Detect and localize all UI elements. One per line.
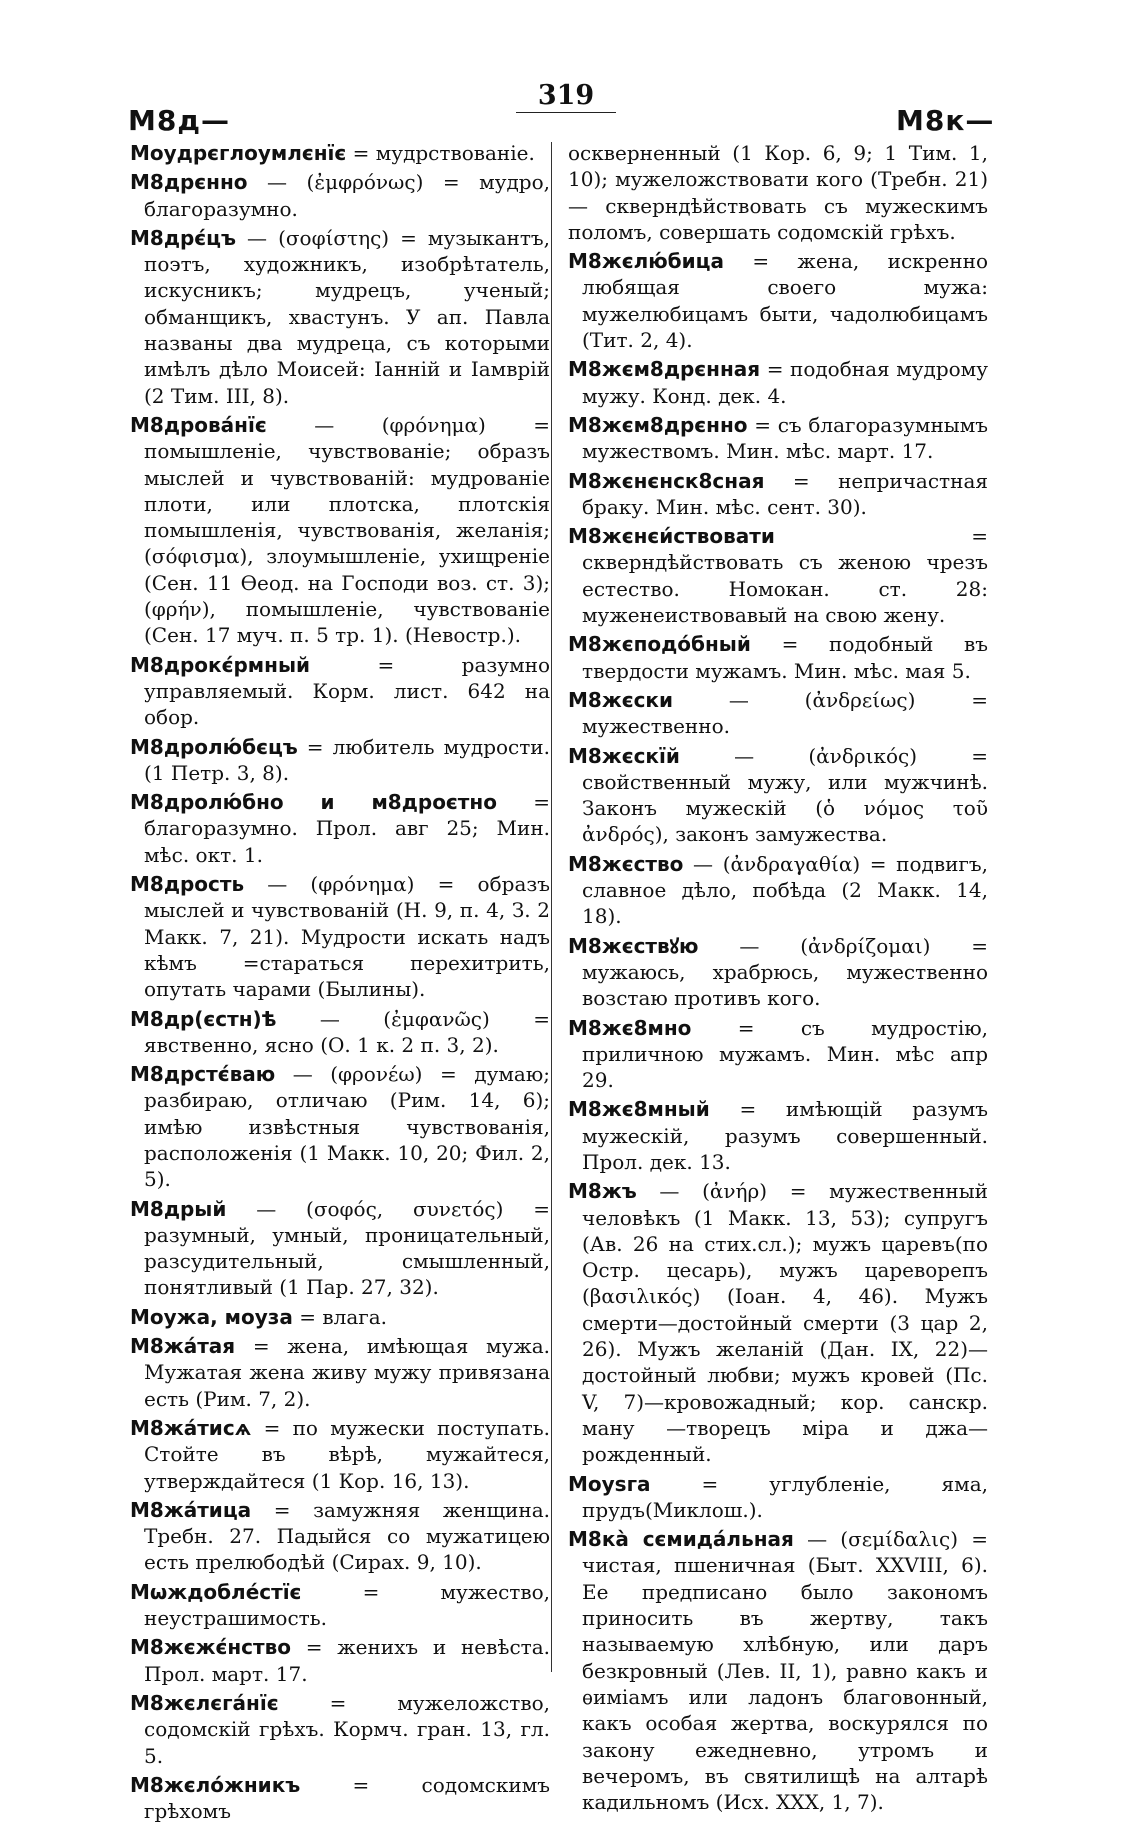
entry-definition: — (ἀνήρ) = мужественный человѣкъ (1 Макк. 13, 53); супругъ (Ав. 26 на стих.сл.); мужъ царевъ(по Остр. цесарь), мужъ цареворепъ (βασιλικός) (Іоан. 4, 46). Мужъ смерти—достойный смерти (3 цар 2, 26). Мужъ желаній (Дан. IX, 22)—достойный любви; мужъ кровей (Пс. V, 7)—кровожадный; кор. санскр. ману —творецъ міра и джа—рожденный. — [582, 1179, 988, 1467]
entry-definition: = разумно управляемый. Корм. лист. 642 на обор. — [144, 652, 550, 730]
entry-headword: М8жєм8дрєнная — [568, 357, 761, 382]
entry-definition: = жена, искренно любящая своего мужа: мужелюбицамъ быти, чадолюбицамъ (Тит. 2, 4). — [582, 249, 988, 353]
dictionary-entry — [130, 225, 550, 409]
entry-headword: Моужа, моуза — [130, 1304, 293, 1329]
dictionary-entry — [130, 1304, 550, 1330]
entry-definition: = по мужески поступать. Стойте въ вѣрѣ, мужайтеся, утверждайтеся (1 Кор. 16, 13). — [144, 1415, 550, 1493]
entry-definition: — (φρόνημα) = помышленіе, чувствованіе; образъ мыслей и чувствованій: мудрованіе плоти, или плотска, плотскія помышленія, чувствованія, желанія; (σόφισμα), злоумышленіе, ухищреніе (Сен. 11 Ѳеод. на Господи воз. ст. 3); (φρήν), помышленіе, чувствованіе (Сен. 17 муч. п. 5 тр. 1). (Невостр.). — [144, 412, 550, 648]
entry-headword: М8дрость — [130, 872, 245, 897]
entry-headword: М8дролю́бно и м8дроєтно — [130, 790, 497, 815]
entry-definition: = съ мудростію, приличною мужамъ. Мин. мѣс апр 29. — [582, 1015, 988, 1093]
dictionary-entry — [130, 1497, 550, 1576]
entry-headword: М8ка̀ сємида́льная — [568, 1527, 794, 1552]
dictionary-entry — [568, 356, 988, 409]
dictionary-entry — [568, 412, 988, 465]
entry-headword: М8жєподо́бный — [568, 632, 751, 657]
entry-definition: = замужняя женщина. Требн. 27. Падыйся со мужатицею есть прелюбодѣй (Сирах. 9, 10). — [144, 1497, 550, 1575]
entry-headword: М8дрстє́ваю — [130, 1062, 276, 1087]
entry-headword: М8жа́тая — [130, 1334, 236, 1359]
entry-definition: = мудрствованіе. — [346, 141, 535, 165]
dictionary-entry — [568, 631, 988, 684]
dictionary-entry — [568, 468, 988, 521]
entry-headword: М8жєлю́бица — [568, 249, 724, 274]
entry-definition: — (ἐμφανῶς) = явственно, ясно (О. 1 к. 2 п. 3, 2). — [144, 1006, 550, 1057]
dictionary-entry — [130, 652, 550, 731]
running-head-right: М8к— — [896, 104, 995, 137]
dictionary-entry — [568, 1015, 988, 1094]
entry-headword: Моуѕга — [568, 1471, 651, 1496]
entry-definition: — (σεμίδαλις) = чистая, пшеничная (Быт. XXVIII, 6). Ее предписано было закономъ приносить въ жертву, такъ называемую хлѣбную, или даръ безкровный (Лев. II, 1), равно какъ и ѳиміамъ или ладонъ благовонный, какъ особая жертва, воскурялся по закону ежедневно, утромъ и вечеромъ, въ святилищѣ на алтарѣ кадильномъ (Исх. XXX, 1, 7). — [582, 1527, 988, 1815]
entry-definition: = скверндѣйствовать съ женою чрезъ естество. Номокан. ст. 28: мужeнеиствовавый на свою жену. — [582, 524, 988, 628]
entry-headword: М8жа́тисѧ — [130, 1415, 252, 1440]
dictionary-entry — [568, 1096, 988, 1175]
entry-headword: М8жє8мный — [568, 1097, 710, 1122]
dictionary-entry — [568, 140, 988, 245]
dictionary-entry — [130, 1415, 550, 1494]
entry-headword: М8дрый — [130, 1196, 227, 1221]
entry-definition: = мужеложство, содомскій грѣхъ. Кормч. гран. 13, гл. 5. — [144, 1690, 550, 1768]
dictionary-entry — [568, 1178, 988, 1467]
dictionary-entry — [130, 1690, 550, 1769]
entry-headword: М8жєски — [568, 687, 674, 712]
entry-headword: М8жа́тица — [130, 1497, 252, 1522]
dictionary-entry — [568, 687, 988, 740]
entry-definition: = жена, имѣющая мужа. Мужатая жена живу мужу привязана есть (Рим. 7, 2). — [144, 1334, 550, 1411]
entry-definition: = благоразумно. Прол. авг 25; Мин. мѣс. окт. 1. — [144, 790, 550, 867]
entry-definition: — (σοφίστης) = музыкантъ, поэтъ, художникъ, изобрѣтатель, искусникъ; мудрецъ, ученый; обманщикъ, хвастунъ. У ап. Павла названы два мудреца, съ которыми имѣлъ дѣло Моисей: Іанній и Іамврій (2 Тим. III, 8). — [144, 225, 550, 408]
dictionary-entry — [568, 1526, 988, 1815]
entry-definition: = мужество, неустрашимость. — [144, 1579, 550, 1631]
page-number: 319 — [516, 82, 616, 113]
dictionary-entry — [130, 1196, 550, 1301]
running-head-left: М8д— — [128, 104, 230, 137]
dictionary-entry — [130, 1333, 550, 1412]
entry-headword: М8дрє́цъ — [130, 225, 236, 250]
dictionary-entry — [568, 248, 988, 353]
entry-definition: = подобная мудрому мужу. Конд. дек. 4. — [582, 357, 988, 408]
entry-headword: М8жєнєи́ствовати — [568, 524, 775, 549]
entry-definition: = содомскимъ грѣхомъ — [144, 1772, 550, 1824]
entry-headword: М8жє8мно — [568, 1015, 692, 1040]
entry-definition: — (φρόνημα) = образъ мыслей и чувствованій (Н. 9, п. 4, З. 2 Макк. 7, 21). Мудрости искать надъ кѣмъ =стараться перехитрить, опутать чарами (Былины). — [144, 872, 550, 1002]
dictionary-entry — [568, 933, 988, 1012]
dictionary-entry — [130, 140, 550, 166]
entry-definition: — (σοφός, συνετός) = разумный, умный, проницательный, разсудительный, смышленный, понятливый (1 Пар. 27, 32). — [144, 1196, 550, 1300]
entry-headword: М8дрєнно — [130, 170, 248, 195]
entry-definition: = подобный въ твердости мужамъ. Мин. мѣс. мая 5. — [582, 632, 988, 683]
entry-headword: М8жєлєга́нїє — [130, 1690, 279, 1715]
entry-definition: = женихъ и невѣста. Прол. март. 17. — [144, 1635, 550, 1686]
entry-headword: Мѡждобле́стїє — [130, 1579, 302, 1604]
entry-definition: = влага. — [292, 1304, 388, 1329]
entry-headword: М8жъ — [568, 1179, 637, 1204]
dictionary-entry — [568, 743, 988, 848]
entry-headword: М8дролю́бєцъ — [130, 734, 298, 759]
dictionary-entry — [568, 523, 988, 628]
entry-headword: М8жєствꙋю — [568, 933, 699, 958]
entry-headword: М8жєскїй — [568, 743, 680, 768]
entry-headword: М8жєство — [568, 851, 684, 876]
entry-definition: — (φρονέω) = думаю; разбираю, отличаю (Рим. 14, 6); имѣю извѣстныя чувствованія, расположенія (1 Макк. 10, 20; Фил. 2, 5). — [144, 1062, 550, 1192]
dictionary-entry — [130, 1579, 550, 1632]
dictionary-entry — [568, 1471, 988, 1524]
entry-definition: — (ἀνδρικός) = свойственный мужу, или мужчинѣ. Законъ мужескій (ὁ νόμος τοῦ ἀνδρός), законъ замужества. — [582, 743, 988, 847]
entry-definition: = имѣющій разумъ мужескій, разумъ совершенный. Прол. дек. 13. — [582, 1097, 988, 1174]
entry-definition: — (ἀνδρείως) = мужественно. — [582, 687, 988, 739]
entry-headword: М8жєм8дрєнно — [568, 412, 748, 437]
dictionary-entry — [130, 412, 550, 649]
dictionary-entry — [130, 1006, 550, 1059]
entry-definition: = съ благоразумнымъ мужествомъ. Мин. мѣс. март. 17. — [582, 412, 988, 464]
dictionary-entry — [130, 1772, 550, 1825]
dictionary-entry — [130, 734, 550, 787]
dictionary-entry — [130, 789, 550, 868]
entry-headword: М8жєжє́нство — [130, 1635, 291, 1660]
entry-headword: М8др(єстн)ѣ — [130, 1006, 277, 1031]
entry-headword: М8жєло́жникъ — [130, 1772, 301, 1797]
dictionary-entry — [130, 1061, 550, 1192]
entry-headword: М8дрокє́рмный — [130, 652, 311, 677]
entry-headword: М8жєнєнск8сная — [568, 468, 765, 493]
left-column — [130, 140, 550, 1827]
dictionary-entry — [568, 851, 988, 930]
entry-definition: = непричастная браку. Мин. мѣс. сент. 30). — [582, 468, 988, 519]
entry-headword: М8дрова́нїє — [130, 412, 267, 437]
entry-definition: оскверненный (1 Кор. 6, 9; 1 Тим. 1, 10); мужеложствовати кого (Требн. 21) — скверндѣйствовать съ мужескимъ поломъ, совершать содомскій грѣхъ. — [568, 141, 988, 244]
entry-definition: = углубленіе, яма, прудъ(Миклош.). — [582, 1471, 988, 1522]
dictionary-entry — [130, 871, 550, 1002]
entry-definition: = любитель мудрости. (1 Петр. 3, 8). — [144, 734, 550, 785]
entry-definition: — (ἀνδρίζομαι) = мужаюсь, храбрюсь, мужественно возстаю противъ кого. — [582, 933, 988, 1011]
entry-definition: — (ἐμφρόνως) = мудро, благоразумно. — [144, 170, 550, 221]
right-column — [568, 140, 988, 1818]
column-divider — [551, 142, 552, 1672]
entry-headword: Моудрєглоумлєнїє — [130, 141, 347, 165]
entry-definition: — (ἀνδραγαθία) = подвигъ, славное дѣло, побѣда (2 Макк. 14, 18). — [582, 851, 988, 929]
dictionary-entry — [130, 1634, 550, 1687]
dictionary-entry — [130, 169, 550, 222]
